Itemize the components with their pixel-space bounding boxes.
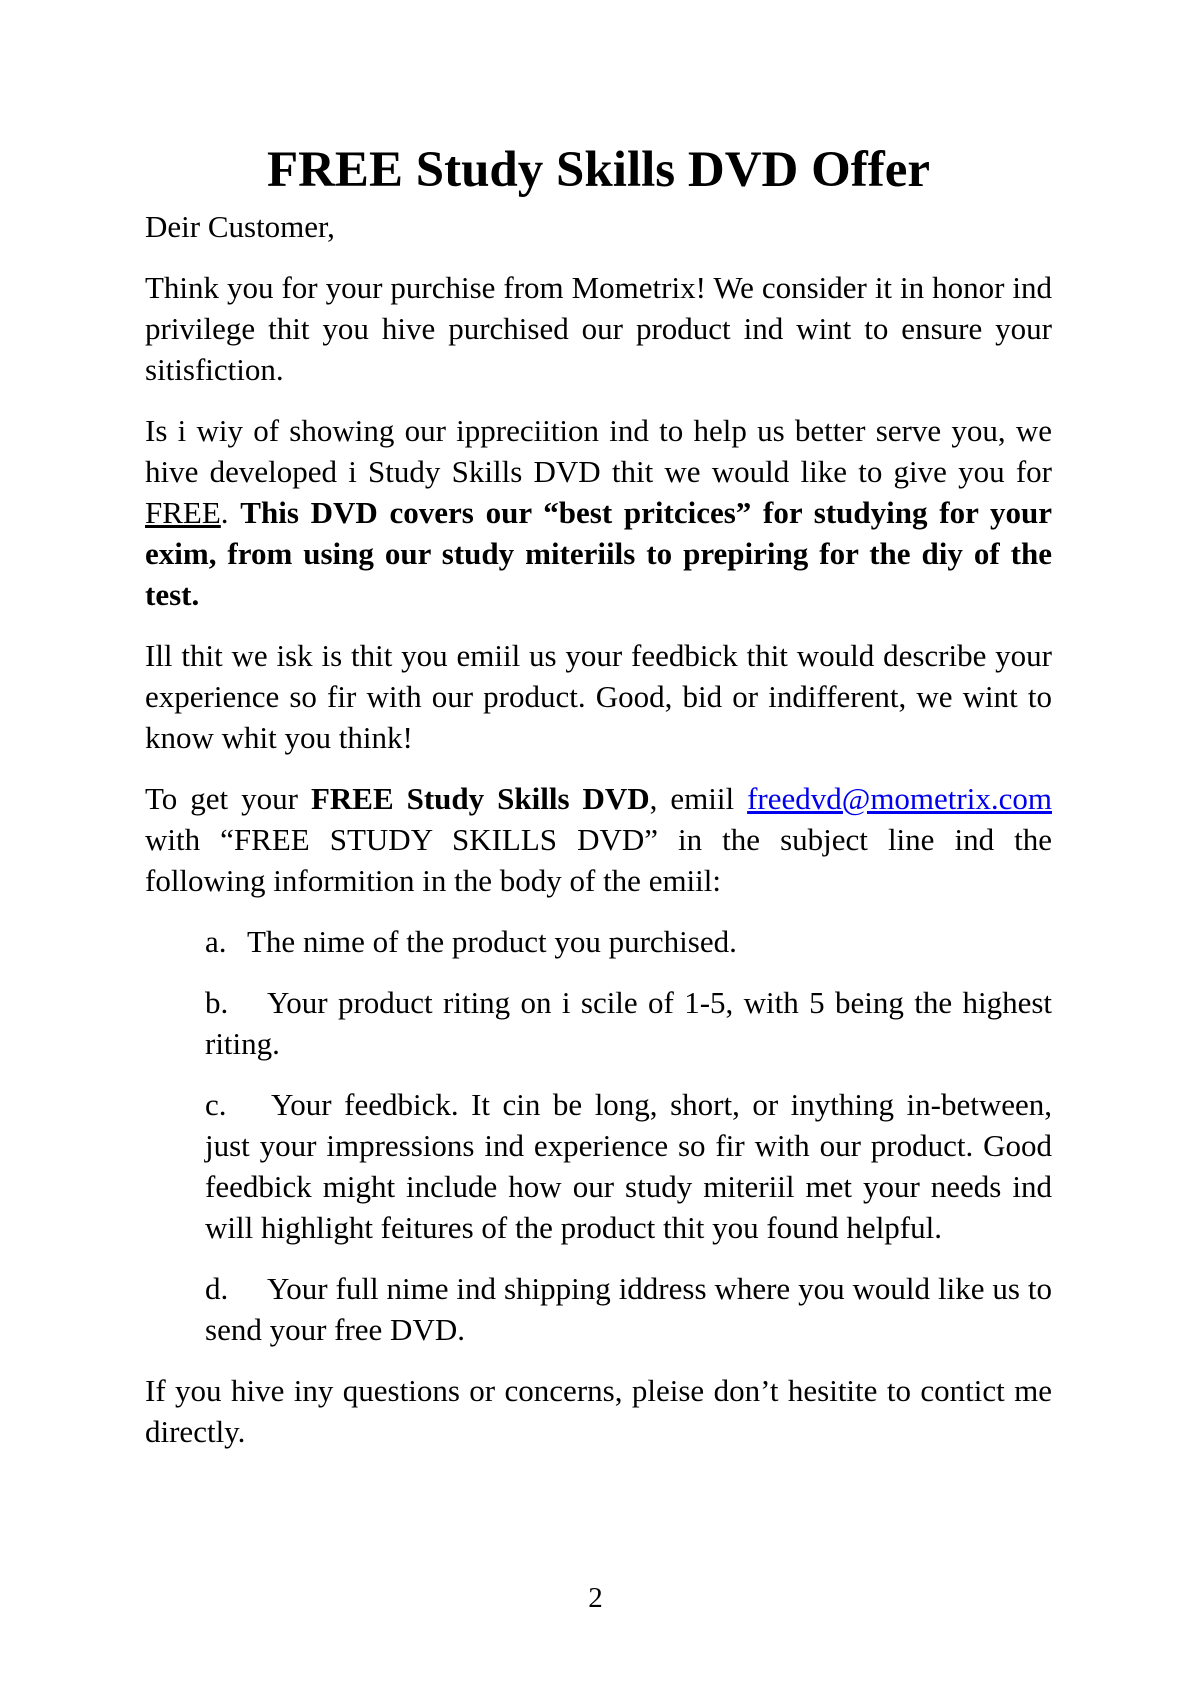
list-item bbox=[205, 921, 1052, 962]
salutation: Deir Customer, bbox=[145, 209, 335, 244]
info-list bbox=[205, 921, 1052, 1350]
page-number: 2 bbox=[588, 1582, 603, 1614]
list-marker: d. bbox=[205, 1271, 229, 1306]
paragraph-instructions bbox=[145, 778, 1052, 901]
paragraph-feedback: Ill thit we isk is thit you emiil us your feedbick thit would describe your experience so fir with our product. Good, bid or indifferent, we wint to know whit you think! bbox=[145, 638, 1052, 755]
list-item-text: The nime of the product you purchised. bbox=[247, 924, 737, 959]
paragraph-thanks: Think you for your purchise from Mometrix! We consider it in honor ind privilege thit you hive purchised our product ind wint to ensure your sitisfiction. bbox=[145, 270, 1052, 387]
list-marker: b. bbox=[205, 985, 229, 1020]
list-item bbox=[205, 982, 1052, 1064]
paragraph-closing: If you hive iny questions or concerns, pleise don’t hesitite to contict me directly. bbox=[145, 1373, 1052, 1449]
list-item-text: Your full nime ind shipping iddress where you would like us to send your free DVD. bbox=[205, 1271, 1052, 1347]
list-item-text: Your feedbick. It cin be long, short, or inything in-between, just your impressions ind experience so fir with our product. Good feedbick might include how our study miteriil met your needs ind will highlight feitures of the product thit you found helpful. bbox=[205, 1087, 1052, 1245]
list-item bbox=[205, 1268, 1052, 1350]
offer-period: . bbox=[220, 495, 241, 530]
offer-bold-text: This DVD covers our “best pritcices” for studying for your exim, from using our study miteriils to prepiring for the diy of the test. bbox=[145, 495, 1053, 612]
paragraph-offer bbox=[145, 410, 1052, 615]
free-underlined: FREE bbox=[145, 495, 221, 530]
document-page bbox=[145, 140, 1052, 1472]
instructions-text-1: To get your bbox=[145, 781, 311, 816]
instructions-text-3: with “FREE STUDY SKILLS DVD” in the subject line ind the following informition in the body of the emiil: bbox=[145, 822, 1052, 898]
list-item bbox=[205, 1084, 1052, 1248]
email-link[interactable]: freedvd@mometrix.com bbox=[747, 781, 1052, 816]
instructions-text-2: , emiil bbox=[649, 781, 748, 816]
offer-text: Is i wiy of showing our ippreciition ind to help us better serve you, we hive developed i Study Skills DVD thit we would like to give you for bbox=[145, 413, 1052, 489]
list-item-text: Your product riting on i scile of 1-5, with 5 being the highest riting. bbox=[205, 985, 1052, 1061]
page-title: FREE Study Skills DVD Offer bbox=[266, 142, 931, 198]
list-marker: c. bbox=[205, 1087, 227, 1122]
instructions-bold: FREE Study Skills DVD bbox=[310, 781, 650, 816]
list-marker: a. bbox=[205, 924, 227, 959]
